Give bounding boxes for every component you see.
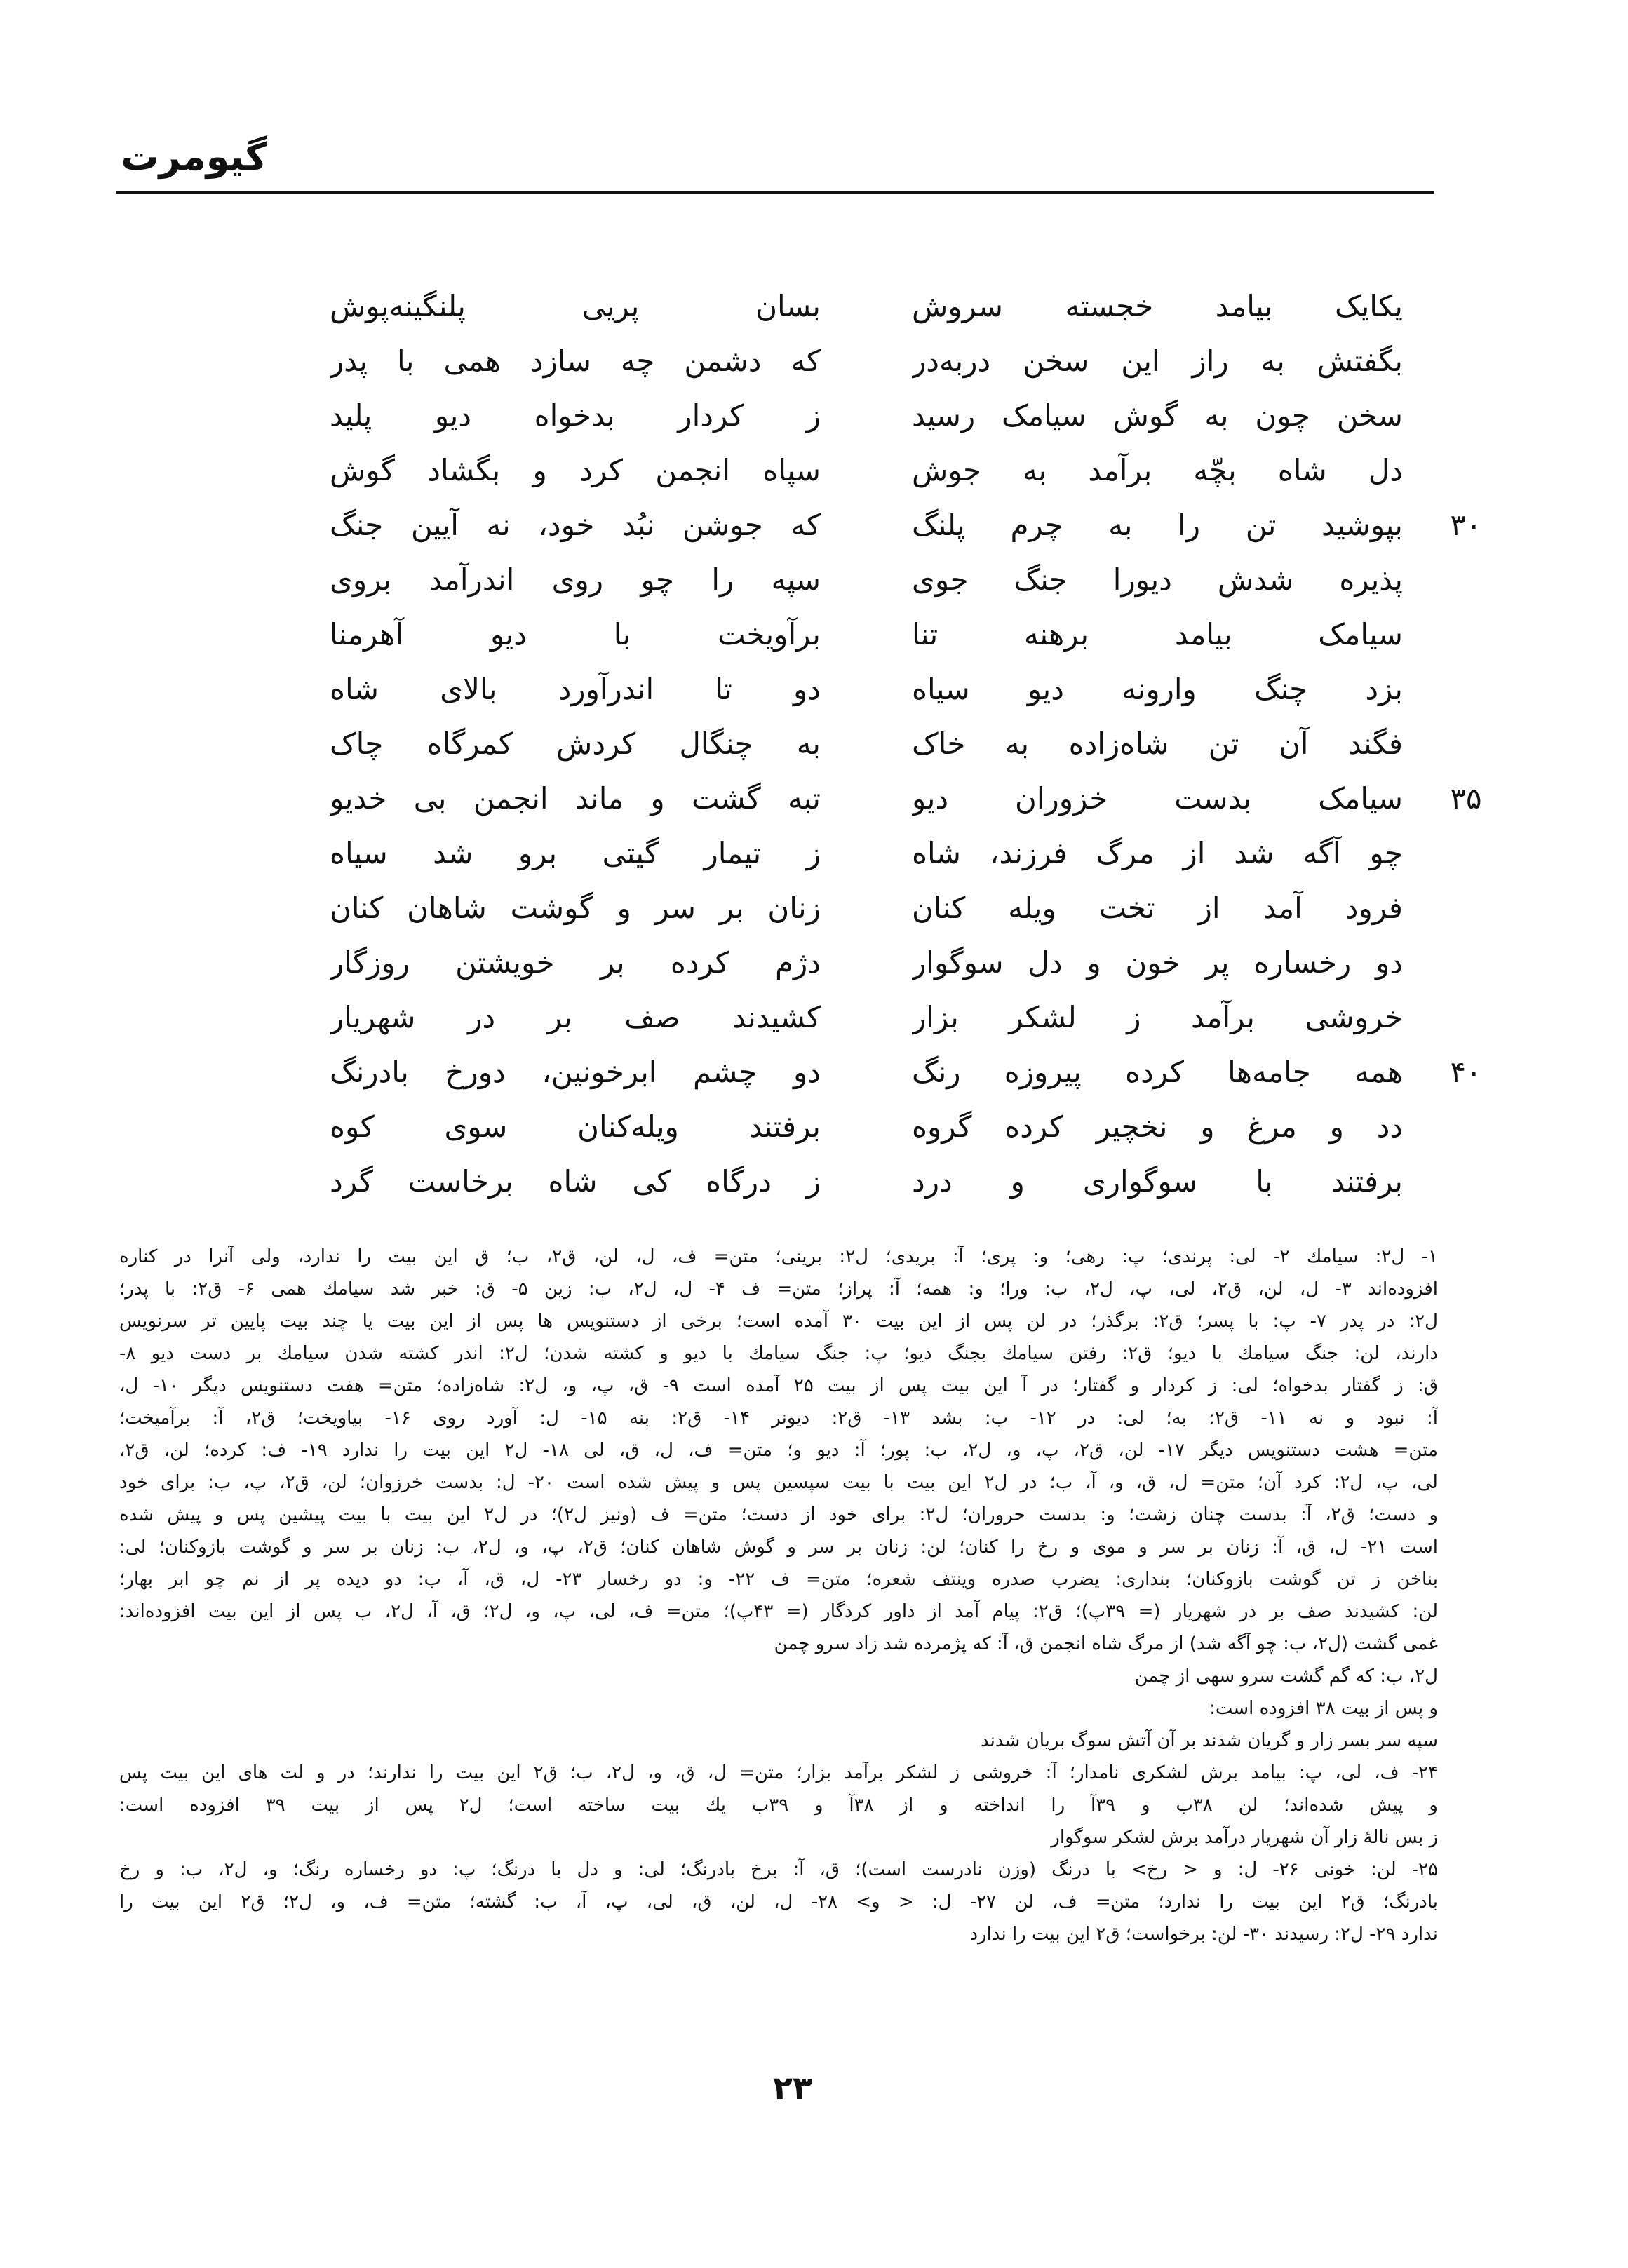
verse-first-hemistich: دل شاه بچّه برآمد به جوش: [912, 453, 1403, 487]
footnote-line: بادرنگ؛ ق۲ این بیت را ندارد؛ متن= ف، لن ۲۷- ل: < و> ۲۸- ل، لن، ق، لی، پ، آ، ب: گشته؛ متن= ف، و، ل۲؛ ق۲ این بیت را: [119, 1891, 1438, 1912]
verse-second-hemistich: زنان بر سر و گوشت شاهان کنان: [330, 891, 821, 925]
verse-line: [210, 1156, 1403, 1208]
verse-first-hemistich: سخن چون به گوش سیامک رسید: [912, 398, 1403, 433]
footnotes-block: [119, 1241, 1438, 2013]
footnote-line: لن: کشیدند صف بر در شهریار (= ۳۹پ)؛ ق۲: پیام آمد از داور کردگار (= ۴۳پ)؛ متن= ف، لی، پ، و، ل۲؛ ق، آ، ل۲، ب پس از این بیت افزوده‌اند:: [119, 1601, 1438, 1622]
verse-second-hemistich: دو تا اندرآورد بالای شاه: [330, 672, 821, 706]
footnote-line: ز بس نالهٔ زار آن شهریار درآمد برش لشکر سوگوار: [1051, 1827, 1438, 1848]
footnote-line: و پیش شده‌اند؛ لن ۳۸ب و ۳۹آ را انداخته و از ۳۸آ و ۳۹ب یك بیت ساخته است؛ ل۲ پس از بیت ۳۹ افزوده است:: [119, 1795, 1438, 1816]
verse-first-hemistich: فگند آن تن شاه‌زاده به خاک: [912, 727, 1403, 761]
verse-line: [210, 499, 1482, 551]
verse-second-hemistich: سپه را چو روی اندرآمد بروی: [330, 562, 821, 597]
footnote-line: سپه سر بسر زار و گریان شدند بر آن آتش سوگ بریان شدند: [981, 1730, 1438, 1751]
verse-first-hemistich: سیامک بدست خزوران دیو: [912, 781, 1403, 816]
footnote-line: لی، پ، ل۲: کرد آن؛ متن= ل، ق، و، آ، ب؛ در ل۲ این بیت با بیت سپسین پس و پیش شده است ۲۰- ل: بدست خرزوان؛ لن، ق۲، پ، ب: برای خود: [119, 1472, 1438, 1493]
verse-first-hemistich: سیامک بیامد برهنه تنا: [912, 617, 1403, 652]
verse-second-hemistich: کشیدند صف بر در شهریار: [330, 1000, 821, 1034]
verse-second-hemistich: به چنگال کردش کمرگاه چاک: [330, 727, 821, 761]
footnote-line: افزوده‌اند ۳- ل، لن، ق۲، لی، پ، ل۲، ب: ورا؛ و: همه؛ آ: پراز؛ متن= ف ۴- ل، ل۲، ب: زین ۵- ق: خبر شد سیامك همی ۶- ق۲: با پدر؛: [119, 1278, 1438, 1300]
footnote-line: ۲۵- لن: خونی ۲۶- ل: و < رخ> با درنگ (وزن نادرست است)؛ ق، آ: برخ بادرنگ؛ لی: و دل با درنگ؛ پ: دو رخساره رنگ؛ و، ل۲، ب: و رخ: [119, 1859, 1438, 1880]
verse-first-hemistich: پذیره شدش دیورا جنگ جوی: [912, 562, 1403, 597]
verse-second-hemistich: تبه گشت و ماند انجمن بی خدیو: [330, 781, 821, 816]
footnote-line: آ: نبود و نه ۱۱- ق۲: به؛ لی: در ۱۲- ب: بشد ۱۳- ق۲: دیونر ۱۴- ق۲: بنه ۱۵- ل: آورد روی ۱۶- بیاویخت؛ ق۲، آ: برآمیخت؛: [119, 1408, 1438, 1429]
verse-second-hemistich: ز درگاه کی شاه برخاست گرد: [330, 1164, 821, 1199]
verse-line: [210, 335, 1403, 387]
verse-first-hemistich: همه جامه‌ها کرده پیروزه رنگ: [912, 1055, 1403, 1089]
verse-line: [210, 390, 1403, 442]
verse-second-hemistich: دژم کرده بر خویشتن روزگار: [330, 945, 821, 980]
verse-second-hemistich: دو چشم ابرخونین، دورخ بادرنگ: [330, 1055, 821, 1089]
header-rule: [116, 191, 1434, 194]
verse-line: [210, 718, 1403, 770]
verse-first-hemistich: دد و مرغ و نخچیر کرده گروه: [912, 1109, 1403, 1144]
verse-second-hemistich: که دشمن چه سازد همی با پدر: [330, 344, 821, 378]
verse-line: [210, 1046, 1482, 1098]
verse-first-hemistich: خروشی برآمد ز لشکر بزار: [912, 1000, 1403, 1034]
verse-number: ۴۰: [1450, 1055, 1482, 1089]
verse-line: [210, 1101, 1403, 1153]
footnote-line: دارند، لن: جنگ سیامك با دیو؛ ق۲: رفتن سیامك بجنگ دیو؛ پ: جنگ سیامك با دیو و کشته شدن؛ ل۲: اندر کشته شدن سیامك بر دست دیو ۸-: [119, 1343, 1438, 1364]
page-number: ۲۳: [772, 2069, 813, 2107]
verse-line: [210, 773, 1482, 825]
verse-first-hemistich: دو رخساره پر خون و دل سوگوار: [912, 945, 1403, 980]
footnote-line: متن= هشت دستنویس دیگر ۱۷- لن، ق۲، پ، و، ل۲، ب: پور؛ آ: دیو و؛ متن= ف، ل، ق، لی ۱۸- ل۲ این بیت را ندارد ۱۹- ف: کرده؛ لن، ق۲،: [119, 1440, 1438, 1461]
footnote-line: است ۲۱- ل، ق، آ: زنان بر سر و موی و رخ را کنان؛ لن: زنان بر سر و گوش شاهان کنان؛ ق۲، پ، و، ل۲، ب: زنان بر سر و گوشت بازوکنان؛ لی:: [119, 1537, 1438, 1558]
footnote-line: و پس از بیت ۳۸ افزوده است:: [1209, 1698, 1438, 1719]
verse-block: [210, 281, 1482, 1213]
verse-line: [210, 882, 1403, 934]
footnote-line: غمی گشت (ل۲، ب: چو آگه شد) از مرگ شاه انجمن ق، آ: که پژمرده شد زاد سرو چمن: [774, 1633, 1438, 1654]
footnote-line: و دست؛ ق۲، آ: بدست چنان زشت؛ و: بدست حروران؛ ل۲: برای خود از دست؛ متن= ف (ونیز ل۲)؛ در ل۲ این بیت با بیت پیشین پس و پیش شده: [119, 1504, 1438, 1525]
verse-first-hemistich: بگفتش به راز این سخن دربه‌در: [912, 344, 1403, 378]
verse-second-hemistich: ز تیمار گیتی برو شد سیاه: [330, 836, 821, 870]
verse-line: [210, 937, 1403, 989]
verse-line: [210, 609, 1403, 661]
footnote-line: ندارد ۲۹- ل۲: رسیدند ۳۰- لن: برخواست؛ ق۲ این بیت را ندارد: [969, 1924, 1438, 1945]
footnote-line: ل۲: در پدر ۷- پ: با پسر؛ ق۲: برگذر؛ در لن پس از این بیت ۳۰ آمده است؛ برخی از دستنویس ها پس از این بیت یا چند بیت پایین تر سرنویس: [119, 1311, 1438, 1332]
footnote-line: ۱- ل۲: سیامك ۲- لی: پرندی؛ پ: رهی؛ و: پری؛ آ: بریدی؛ ل۲: برینی؛ متن= ف، ل، لن، ق۲، ب؛ ق این بیت را ندارد، ولی آنرا در کناره: [119, 1246, 1438, 1267]
footnote-line: ۲۴- ف، لی، پ: بیامد برش لشکری نامدار؛ آ: خروشی ز لشکر برآمد بزار؛ متن= ل، ق، و، ل۲، ب؛ ق۲ این بیت را ندارند؛ در و لت های این بیت پس: [119, 1762, 1438, 1783]
verse-second-hemistich: سپاه انجمن کرد و بگشاد گوش: [330, 453, 821, 487]
verse-first-hemistich: فرود آمد از تخت ویله کنان: [912, 891, 1403, 925]
verse-second-hemistich: برآویخت با دیو آهرمنا: [330, 617, 821, 652]
page-header-title: گیومرت: [121, 135, 267, 179]
verse-number: ۳۵: [1450, 781, 1482, 816]
verse-line: [210, 992, 1403, 1044]
verse-line: [210, 554, 1403, 606]
verse-second-hemistich: بسان پریی پلنگینه‌پوش: [330, 289, 821, 323]
footnote-line: ق: ز گفتار بدخواه؛ لی: ز کردار و گفتار؛ در آ این بیت پس از بیت ۲۵ آمده است ۹- ق، پ، و، ل۲: شاه‌زاده؛ متن= هفت دستنویس دیگر ۱۰- ل،: [119, 1375, 1438, 1396]
verse-number: ۳۰: [1450, 508, 1482, 542]
verse-first-hemistich: بپوشید تن را به چرم پلنگ: [912, 508, 1403, 542]
footnote-line: بناخن ز تن گوشت بازوکنان؛ بنداری: یضرب صدره وینتف شعره؛ متن= ف ۲۲- و: دو رخسار ۲۳- ل، ق، آ، ب: دو دیده پر از نم چو ابر بهار؛: [119, 1569, 1438, 1590]
verse-second-hemistich: برفتند ویله‌کنان سوی کوه: [330, 1109, 821, 1144]
verse-second-hemistich: ز کردار بدخواه دیو پلید: [330, 398, 821, 433]
verse-line: [210, 281, 1403, 332]
footnote-line: ل۲، ب: که گم گشت سرو سهی از چمن: [1134, 1666, 1438, 1687]
verse-first-hemistich: چو آگه شد از مرگ فرزند، شاه: [912, 836, 1403, 870]
verse-first-hemistich: برفتند با سوگواری و درد: [912, 1164, 1403, 1199]
verse-first-hemistich: بزد چنگ وارونه دیو سیاه: [912, 672, 1403, 706]
verse-line: [210, 828, 1403, 879]
verse-line: [210, 445, 1403, 497]
verse-line: [210, 663, 1403, 715]
verse-first-hemistich: یکایک بیامد خجسته سروش: [912, 289, 1403, 323]
verse-second-hemistich: که جوشن نبُد خود، نه آیین جنگ: [330, 508, 821, 542]
